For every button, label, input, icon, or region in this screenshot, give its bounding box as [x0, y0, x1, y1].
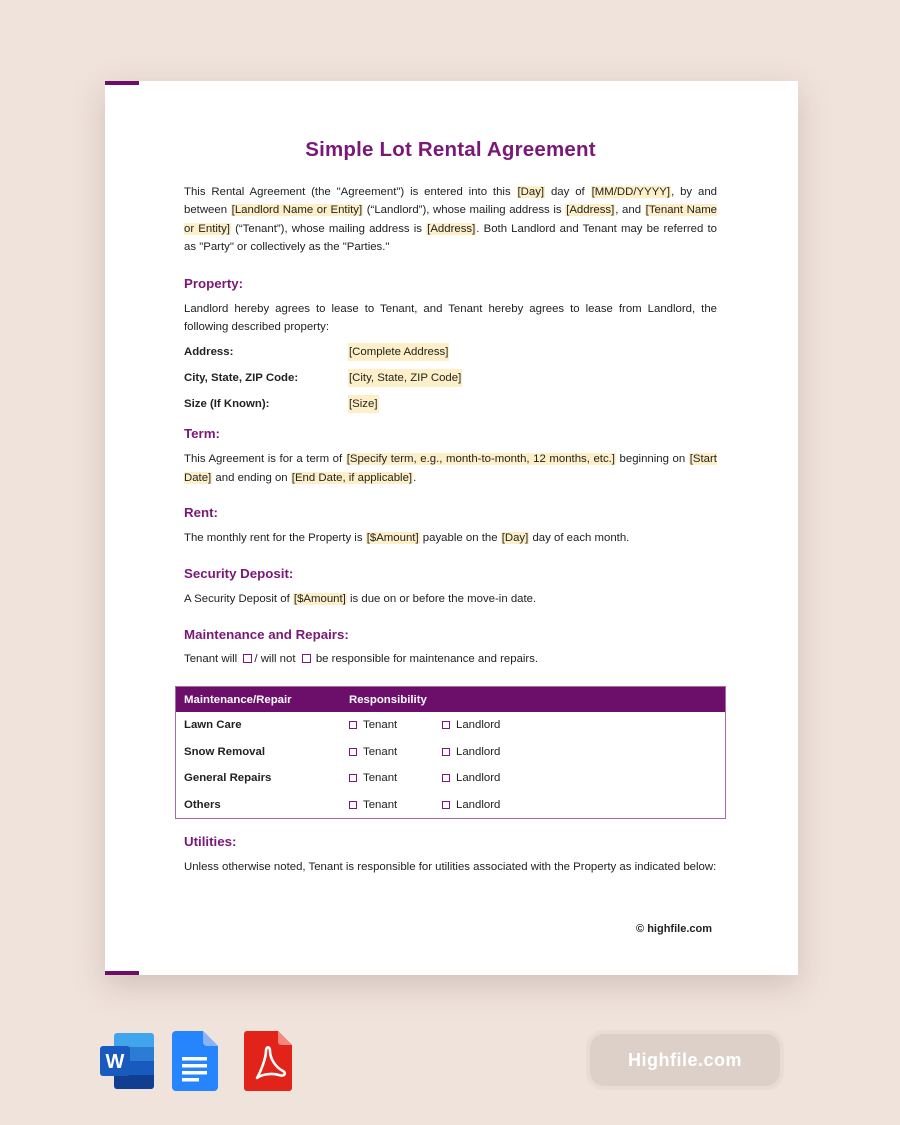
table-row — [176, 792, 725, 819]
maintenance-heading: Maintenance and Repairs: — [184, 626, 349, 642]
header-maintenance: Maintenance/Repair — [184, 693, 292, 706]
will-not-checkbox[interactable] — [302, 654, 311, 663]
placeholder-term: [Specify term, e.g., month-to-month, 12 months, etc.] — [346, 453, 615, 466]
document-page — [105, 81, 798, 975]
tenant-checkbox[interactable] — [349, 748, 357, 756]
google-docs-icon[interactable] — [172, 1031, 227, 1091]
placeholder-rent-day: [Day] — [501, 532, 529, 545]
property-value: [Size] — [348, 395, 379, 413]
svg-text:W: W — [105, 1051, 125, 1073]
placeholder-landlord-address: [Address] — [566, 204, 615, 217]
property-label: Address: — [184, 345, 234, 358]
maintenance-table — [175, 686, 726, 819]
placeholder-landlord: [Landlord Name or Entity] — [231, 204, 363, 217]
table-row — [176, 765, 725, 792]
landlord-checkbox[interactable] — [442, 721, 450, 729]
landlord-checkbox[interactable] — [442, 774, 450, 782]
format-icons — [100, 1031, 299, 1091]
tenant-option[interactable]: Tenant — [349, 746, 442, 758]
row-label: Others — [184, 798, 221, 811]
deposit-paragraph: A Security Deposit of [$Amount] is due on or before the move-in date. — [184, 593, 537, 606]
property-value: [Complete Address] — [348, 343, 449, 361]
rent-paragraph: The monthly rent for the Property is [$Amount] payable on the [Day] day of each month. — [184, 532, 630, 545]
placeholder-deposit-amount: [$Amount] — [293, 593, 346, 606]
property-row-size — [184, 391, 717, 417]
property-details — [184, 339, 717, 417]
property-heading: Property: — [184, 275, 244, 291]
utilities-heading: Utilities: — [184, 834, 237, 849]
property-label: City, State, ZIP Code: — [184, 371, 299, 384]
intro-paragraph: This Rental Agreement (the "Agreement") is entered into this [Day] day of [MM/DD/YYYY], by and between [Landlord Name or Entity] (“Landlord”), whose mailing address is [Address], and [Tenant Name or Entity] (“Tenant”), whose mailing address is [Address]. Both Landlord and Tenant may be referred to as "Party" or collectively as the "Parties." — [184, 186, 718, 254]
tenant-option[interactable]: Tenant — [349, 719, 442, 731]
table-row — [176, 739, 725, 766]
property-row-city — [184, 365, 717, 391]
word-icon[interactable] — [100, 1031, 155, 1091]
pdf-icon[interactable] — [244, 1031, 299, 1091]
property-paragraph: Landlord hereby agrees to lease to Tenant, and Tenant hereby agrees to lease from Landlord, the following described property: — [184, 303, 717, 334]
maintenance-paragraph: Tenant will / will not be responsible for maintenance and repairs. — [184, 653, 539, 666]
landlord-checkbox[interactable] — [442, 748, 450, 756]
term-paragraph: This Agreement is for a term of [Specify term, e.g., month-to-month, 12 months, etc.] beginning on [Start Date] and ending on [End Date, if applicable]. — [184, 453, 717, 484]
will-checkbox[interactable] — [243, 654, 252, 663]
rent-heading: Rent: — [184, 505, 218, 521]
document-title: Simple Lot Rental Agreement — [305, 138, 596, 161]
placeholder-tenant: [Tenant Name or Entity] — [184, 204, 718, 235]
copyright-note: © highfile.com — [636, 923, 712, 935]
document-body — [184, 136, 717, 669]
placeholder-end-date: [End Date, if applicable] — [291, 471, 413, 484]
tenant-option[interactable]: Tenant — [349, 799, 442, 811]
placeholder-tenant-address: [Address] — [427, 222, 476, 235]
placeholder-date: [MM/DD/YYYY] — [591, 186, 671, 198]
tenant-checkbox[interactable] — [349, 721, 357, 729]
placeholder-rent-amount: [$Amount] — [366, 532, 419, 545]
row-label: Snow Removal — [184, 745, 266, 758]
table-header — [176, 687, 725, 712]
placeholder-day: [Day] — [517, 186, 545, 198]
tenant-option[interactable]: Tenant — [349, 772, 442, 784]
row-label: Lawn Care — [184, 719, 242, 732]
placeholder-start-date: [Start Date] — [184, 453, 717, 484]
landlord-option[interactable]: Landlord — [442, 772, 562, 784]
table-row — [176, 712, 725, 739]
tenant-checkbox[interactable] — [349, 774, 357, 782]
deposit-heading: Security Deposit: — [184, 565, 294, 581]
landlord-option[interactable]: Landlord — [442, 746, 562, 758]
corner-accent-top — [105, 81, 139, 85]
corner-accent-bottom — [105, 971, 139, 975]
landlord-option[interactable]: Landlord — [442, 799, 562, 811]
landlord-option[interactable]: Landlord — [442, 719, 562, 731]
brand-badge[interactable]: Highfile.com — [590, 1034, 780, 1086]
utilities-section — [184, 833, 717, 877]
utilities-paragraph: Unless otherwise noted, Tenant is responsible for utilities associated with the Property as indicated below: — [184, 861, 717, 874]
term-heading: Term: — [184, 425, 220, 441]
row-label: General Repairs — [184, 772, 272, 785]
header-responsibility: Responsibility — [349, 693, 427, 706]
tenant-checkbox[interactable] — [349, 801, 357, 809]
landlord-checkbox[interactable] — [442, 801, 450, 809]
property-row-address — [184, 339, 717, 365]
property-value: [City, State, ZIP Code] — [348, 369, 462, 387]
property-label: Size (If Known): — [184, 397, 270, 410]
